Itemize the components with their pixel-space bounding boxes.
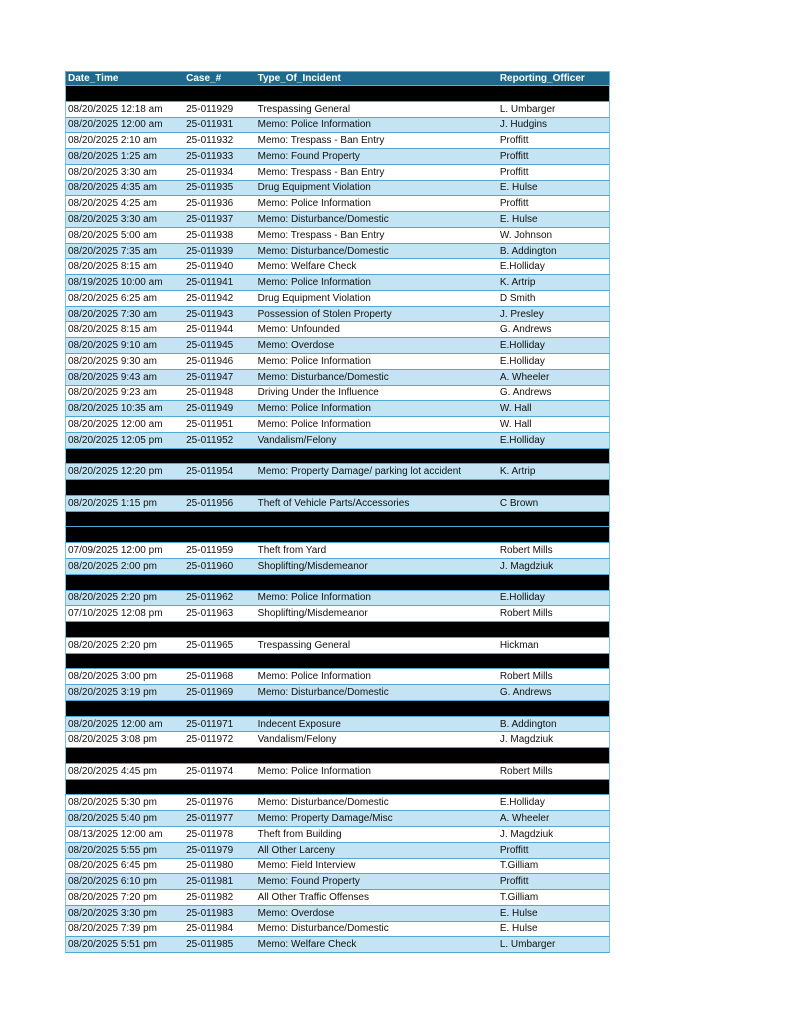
cell-case-number: 25-011948	[186, 387, 234, 399]
cell-reporting-officer: Proffitt	[499, 844, 529, 856]
cell-date-time: 08/20/2025 1:15 pm	[68, 497, 157, 509]
cell-reporting-officer: E. Hulse	[499, 923, 538, 935]
cell-reporting-officer: Proffitt	[499, 198, 529, 210]
cell-date-time: 08/20/2025 6:25 am	[68, 292, 157, 304]
cell-case-number: 25-011933	[186, 150, 234, 162]
cell-reporting-officer: Proffitt	[499, 150, 529, 162]
cell-type-of-incident: Memo: Property Damage/Misc	[257, 813, 393, 825]
cell-date-time: 07/09/2025 12:00 pm	[68, 545, 163, 557]
cell-case-number: 25-011971	[186, 718, 234, 730]
cell-type-of-incident: Memo: Police Information	[257, 671, 371, 683]
cell-date-time: 08/20/2025 9:30 am	[68, 355, 157, 367]
table-row	[65, 795, 610, 811]
cell-date-time: 08/20/2025 12:00 am	[68, 418, 163, 430]
cell-date-time: 08/20/2025 5:30 pm	[68, 797, 157, 809]
cell-reporting-officer: E.Holliday	[499, 797, 545, 809]
cell-type-of-incident: Memo: Unfounded	[257, 324, 340, 336]
table-row	[65, 228, 610, 244]
cell-case-number: 25-011959	[186, 545, 234, 557]
cell-date-time: 08/20/2025 3:00 pm	[68, 671, 157, 683]
table-row	[65, 685, 610, 701]
cell-case-number: 25-011932	[186, 135, 234, 147]
cell-reporting-officer: G. Andrews	[499, 387, 552, 399]
cell-reporting-officer: E.Holliday	[499, 340, 545, 352]
cell-date-time: 08/20/2025 9:23 am	[68, 387, 157, 399]
cell-type-of-incident: Memo: Welfare Check	[257, 261, 357, 273]
cell-case-number: 25-011935	[186, 182, 234, 194]
cell-reporting-officer: T.Gilliam	[499, 860, 539, 872]
cell-type-of-incident: Possession of Stolen Property	[257, 308, 392, 320]
cell-date-time: 08/20/2025 8:15 am	[68, 261, 157, 273]
cell-reporting-officer: Robert Mills	[499, 608, 553, 620]
cell-type-of-incident: Memo: Overdose	[257, 907, 335, 919]
table-row	[65, 275, 610, 291]
cell-type-of-incident: Memo: Trespass - Ban Entry	[257, 135, 385, 147]
table-row	[65, 874, 610, 890]
cell-reporting-officer: Proffitt	[499, 135, 529, 147]
cell-date-time: 08/20/2025 6:45 pm	[68, 860, 157, 872]
cell-case-number: 25-011937	[186, 214, 234, 225]
table-row	[65, 464, 610, 480]
cell-type-of-incident: Memo: Overdose	[257, 340, 335, 352]
cell-reporting-officer: L. Umbarger	[499, 939, 556, 951]
cell-date-time: 08/20/2025 7:35 am	[68, 245, 157, 257]
table-row	[65, 401, 610, 417]
cell-type-of-incident: Memo: Field Interview	[257, 860, 356, 872]
cell-type-of-incident: All Other Traffic Offenses	[257, 891, 369, 903]
cell-type-of-incident: Trespassing General	[257, 639, 351, 651]
cell-reporting-officer: W. Hall	[499, 418, 532, 430]
table-row	[65, 102, 610, 118]
redacted-row	[65, 780, 610, 796]
cell-case-number: 25-011939	[186, 245, 234, 257]
table-row	[65, 307, 610, 323]
cell-date-time: 08/20/2025 9:10 am	[68, 340, 157, 352]
redacted-row	[65, 527, 610, 543]
cell-type-of-incident: Memo: Disturbance/Domestic	[257, 797, 389, 809]
cell-reporting-officer: Hickman	[499, 639, 539, 651]
cell-date-time: 08/19/2025 10:00 am	[68, 277, 163, 289]
cell-date-time: 07/10/2025 12:08 pm	[68, 608, 163, 620]
cell-case-number: 25-011965	[186, 639, 234, 651]
cell-type-of-incident: Indecent Exposure	[257, 718, 341, 730]
table-row	[65, 606, 610, 622]
cell-type-of-incident: Shoplifting/Misdemeanor	[257, 560, 368, 572]
cell-type-of-incident: Memo: Police Information	[257, 418, 371, 430]
cell-case-number: 25-011977	[186, 813, 234, 825]
cell-type-of-incident: Vandalism/Felony	[257, 734, 337, 746]
cell-case-number: 25-011979	[186, 844, 234, 856]
cell-reporting-officer: K. Artrip	[499, 277, 536, 289]
cell-type-of-incident: All Other Larceny	[257, 844, 335, 856]
cell-reporting-officer: Robert Mills	[499, 765, 553, 777]
cell-case-number: 25-011960	[186, 560, 234, 572]
cell-date-time: 08/20/2025 2:00 pm	[68, 560, 157, 572]
table-row	[65, 338, 610, 354]
cell-date-time: 08/20/2025 2:20 pm	[68, 592, 157, 604]
cell-type-of-incident: Memo: Trespass - Ban Entry	[257, 166, 385, 178]
cell-case-number: 25-011974	[186, 765, 234, 777]
cell-date-time: 08/20/2025 12:00 am	[68, 718, 163, 730]
cell-date-time: 08/20/2025 9:43 am	[68, 371, 157, 383]
cell-type-of-incident: Memo: Disturbance/Domestic	[257, 214, 389, 225]
cell-date-time: 08/20/2025 4:45 pm	[68, 765, 157, 777]
cell-reporting-officer: B. Addington	[499, 245, 557, 257]
table-row	[65, 244, 610, 260]
table-row	[65, 811, 610, 827]
redacted-row	[65, 449, 610, 465]
cell-date-time: 08/20/2025 7:20 pm	[68, 891, 157, 903]
incident-log-table	[65, 71, 610, 953]
table-row	[65, 196, 610, 212]
table-header-row	[65, 71, 610, 86]
cell-reporting-officer: G. Andrews	[499, 686, 552, 698]
cell-reporting-officer: Robert Mills	[499, 545, 553, 557]
cell-reporting-officer: E. Hulse	[499, 907, 538, 919]
cell-type-of-incident: Theft from Building	[257, 828, 342, 840]
redacted-row	[65, 701, 610, 717]
cell-reporting-officer: A. Wheeler	[499, 371, 550, 383]
cell-reporting-officer: E. Hulse	[499, 182, 538, 194]
cell-reporting-officer: W. Johnson	[499, 229, 553, 241]
cell-case-number: 25-011962	[186, 592, 234, 604]
cell-type-of-incident: Memo: Found Property	[257, 876, 360, 888]
table-row	[65, 181, 610, 197]
cell-reporting-officer: J. Magdziuk	[499, 560, 554, 572]
cell-type-of-incident: Memo: Police Information	[257, 355, 371, 367]
table-row	[65, 859, 610, 875]
redacted-row	[65, 748, 610, 764]
cell-reporting-officer: J. Magdziuk	[499, 828, 554, 840]
cell-case-number: 25-011984	[186, 923, 234, 935]
table-row	[65, 133, 610, 149]
cell-type-of-incident: Memo: Disturbance/Domestic	[257, 686, 389, 698]
table-row	[65, 386, 610, 402]
redacted-row	[65, 654, 610, 670]
cell-reporting-officer: A. Wheeler	[499, 813, 550, 825]
table-row	[65, 433, 610, 449]
table-row	[65, 638, 610, 654]
cell-date-time: 08/20/2025 1:25 am	[68, 150, 157, 162]
cell-date-time: 08/20/2025 5:51 pm	[68, 939, 157, 951]
cell-type-of-incident: Memo: Trespass - Ban Entry	[257, 229, 385, 241]
cell-type-of-incident: Memo: Disturbance/Domestic	[257, 245, 389, 257]
cell-case-number: 25-011949	[186, 403, 234, 415]
table-row	[65, 890, 610, 906]
cell-type-of-incident: Memo: Police Information	[257, 277, 371, 289]
table-row	[65, 322, 610, 338]
cell-type-of-incident: Memo: Police Information	[257, 403, 371, 415]
cell-reporting-officer: Robert Mills	[499, 671, 553, 683]
cell-case-number: 25-011963	[186, 608, 234, 620]
table-row	[65, 922, 610, 938]
cell-type-of-incident: Memo: Disturbance/Domestic	[257, 923, 389, 935]
cell-date-time: 08/20/2025 2:10 am	[68, 135, 157, 147]
cell-date-time: 08/20/2025 7:39 pm	[68, 923, 157, 935]
cell-case-number: 25-011952	[186, 434, 234, 446]
cell-date-time: 08/20/2025 2:20 pm	[68, 639, 157, 651]
cell-type-of-incident: Theft of Vehicle Parts/Accessories	[257, 497, 410, 509]
cell-type-of-incident: Drug Equipment Violation	[257, 182, 371, 194]
cell-reporting-officer: D Smith	[499, 292, 536, 304]
cell-reporting-officer: E.Holliday	[499, 355, 545, 367]
cell-date-time: 08/20/2025 8:15 am	[68, 324, 157, 336]
redacted-row	[65, 86, 610, 102]
cell-date-time: 08/20/2025 3:30 am	[68, 166, 157, 178]
cell-case-number: 25-011946	[186, 355, 234, 367]
table-row	[65, 165, 610, 181]
cell-type-of-incident: Memo: Police Information	[257, 765, 371, 777]
cell-type-of-incident: Vandalism/Felony	[257, 434, 337, 446]
table-row	[65, 259, 610, 275]
cell-date-time: 08/20/2025 5:55 pm	[68, 844, 157, 856]
cell-date-time: 08/20/2025 12:00 am	[68, 119, 163, 131]
cell-case-number: 25-011942	[186, 292, 234, 304]
cell-case-number: 25-011936	[186, 198, 234, 210]
table-row	[65, 149, 610, 165]
cell-reporting-officer: B. Addington	[499, 718, 557, 730]
cell-reporting-officer: E.Holliday	[499, 592, 545, 604]
table-row	[65, 118, 610, 134]
table-row	[65, 496, 610, 512]
cell-type-of-incident: Drug Equipment Violation	[257, 292, 371, 304]
table-row	[65, 669, 610, 685]
table-row	[65, 843, 610, 859]
cell-type-of-incident: Memo: Police Information	[257, 119, 371, 131]
cell-case-number: 25-011976	[186, 797, 234, 809]
cell-date-time: 08/20/2025 3:08 pm	[68, 734, 157, 746]
cell-type-of-incident: Memo: Property Damage/ parking lot accident	[257, 466, 462, 478]
cell-case-number: 25-011954	[186, 466, 234, 478]
cell-type-of-incident: Memo: Police Information	[257, 592, 371, 604]
cell-date-time: 08/20/2025 3:30 am	[68, 214, 157, 225]
cell-case-number: 25-011972	[186, 734, 234, 746]
cell-case-number: 25-011951	[186, 418, 234, 430]
cell-reporting-officer: J. Presley	[499, 308, 544, 320]
cell-case-number: 25-011938	[186, 229, 234, 241]
cell-case-number: 25-011945	[186, 340, 234, 352]
cell-reporting-officer: Proffitt	[499, 876, 529, 888]
table-row	[65, 827, 610, 843]
cell-reporting-officer: T.Gilliam	[499, 891, 539, 903]
header-date-time: Date_Time	[68, 73, 119, 84]
header-reporting-officer: Reporting_Officer	[499, 73, 585, 84]
cell-date-time: 08/20/2025 6:10 pm	[68, 876, 157, 888]
cell-case-number: 25-011944	[186, 324, 234, 336]
cell-case-number: 25-011941	[186, 277, 234, 289]
cell-case-number: 25-011934	[186, 166, 234, 178]
redacted-row	[65, 622, 610, 638]
cell-date-time: 08/13/2025 12:00 am	[68, 828, 163, 840]
cell-case-number: 25-011947	[186, 371, 234, 383]
cell-type-of-incident: Shoplifting/Misdemeanor	[257, 608, 368, 620]
table-row	[65, 370, 610, 386]
cell-date-time: 08/20/2025 4:25 am	[68, 198, 157, 210]
cell-date-time: 08/20/2025 10:35 am	[68, 403, 163, 415]
table-row	[65, 591, 610, 607]
table-row	[65, 291, 610, 307]
cell-reporting-officer: J. Magdziuk	[499, 734, 554, 746]
cell-case-number: 25-011983	[186, 907, 234, 919]
cell-date-time: 08/20/2025 12:05 pm	[68, 434, 163, 446]
cell-date-time: 08/20/2025 7:30 am	[68, 308, 157, 320]
cell-reporting-officer: Proffitt	[499, 166, 529, 178]
table-row	[65, 937, 610, 953]
cell-reporting-officer: E.Holliday	[499, 434, 545, 446]
table-row	[65, 354, 610, 370]
cell-case-number: 25-011940	[186, 261, 234, 273]
cell-reporting-officer: G. Andrews	[499, 324, 552, 336]
cell-case-number: 25-011978	[186, 828, 234, 840]
cell-case-number: 25-011985	[186, 939, 234, 951]
header-type-of-incident: Type_Of_Incident	[257, 73, 341, 84]
cell-reporting-officer: E. Hulse	[499, 214, 538, 225]
cell-case-number: 25-011969	[186, 686, 234, 698]
cell-date-time: 08/20/2025 3:30 pm	[68, 907, 157, 919]
cell-type-of-incident: Driving Under the Influence	[257, 387, 379, 399]
cell-case-number: 25-011981	[186, 876, 234, 888]
redacted-row	[65, 512, 610, 528]
cell-reporting-officer: W. Hall	[499, 403, 532, 415]
cell-reporting-officer: L. Umbarger	[499, 103, 556, 115]
table-row	[65, 212, 610, 228]
table-row	[65, 559, 610, 575]
redacted-row	[65, 575, 610, 591]
cell-type-of-incident: Memo: Disturbance/Domestic	[257, 371, 389, 383]
cell-reporting-officer: E.Holliday	[499, 261, 545, 273]
cell-case-number: 25-011982	[186, 891, 234, 903]
redacted-row	[65, 480, 610, 496]
table-row	[65, 717, 610, 733]
cell-reporting-officer: K. Artrip	[499, 466, 536, 478]
cell-date-time: 08/20/2025 3:19 pm	[68, 686, 157, 698]
header-case-number: Case_#	[186, 73, 222, 84]
cell-case-number: 25-011929	[186, 103, 234, 115]
cell-type-of-incident: Memo: Found Property	[257, 150, 360, 162]
cell-case-number: 25-011943	[186, 308, 234, 320]
cell-type-of-incident: Memo: Welfare Check	[257, 939, 357, 951]
cell-type-of-incident: Trespassing General	[257, 103, 351, 115]
cell-reporting-officer: J. Hudgins	[499, 119, 548, 131]
table-row	[65, 732, 610, 748]
cell-type-of-incident: Memo: Police Information	[257, 198, 371, 210]
table-row	[65, 417, 610, 433]
table-row	[65, 543, 610, 559]
table-row	[65, 764, 610, 780]
table-row	[65, 906, 610, 922]
table-body	[65, 86, 610, 953]
cell-date-time: 08/20/2025 12:20 pm	[68, 466, 163, 478]
cell-type-of-incident: Theft from Yard	[257, 545, 327, 557]
cell-date-time: 08/20/2025 12:18 am	[68, 103, 163, 115]
cell-case-number: 25-011968	[186, 671, 234, 683]
cell-reporting-officer: C Brown	[499, 497, 539, 509]
cell-date-time: 08/20/2025 5:40 pm	[68, 813, 157, 825]
cell-case-number: 25-011931	[186, 119, 234, 131]
cell-case-number: 25-011980	[186, 860, 234, 872]
cell-date-time: 08/20/2025 5:00 am	[68, 229, 157, 241]
cell-case-number: 25-011956	[186, 497, 234, 509]
cell-date-time: 08/20/2025 4:35 am	[68, 182, 157, 194]
